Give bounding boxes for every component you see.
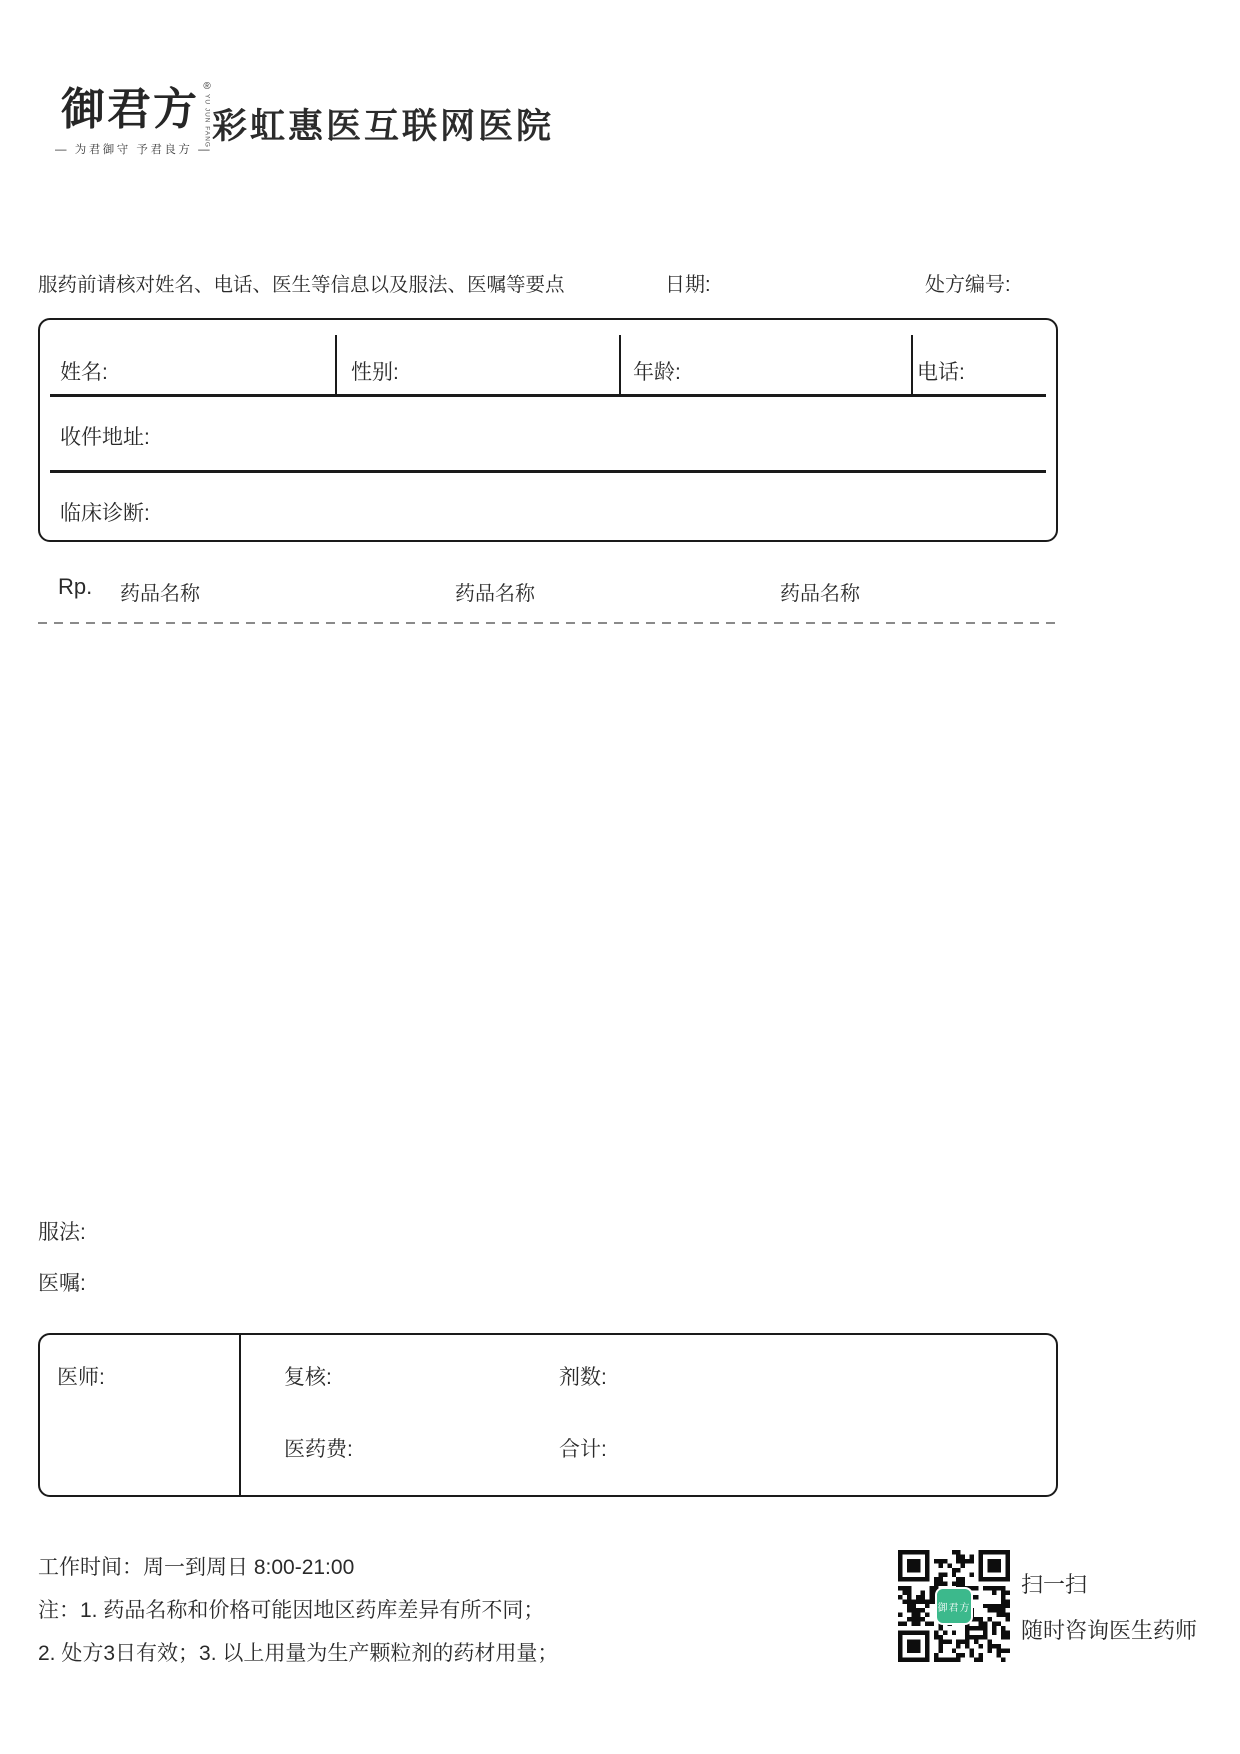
- brand-logo: [55, 81, 213, 157]
- review-label: 复核:: [284, 1366, 332, 1389]
- signature-box: [38, 1333, 1058, 1497]
- drug-column-header: 药品名称: [455, 583, 535, 605]
- rp-label: Rp.: [58, 574, 93, 599]
- precheck-note: 服药前请核对姓名、电话、医生等信息以及服法、医嘱等要点: [38, 274, 565, 296]
- diagnosis-label: 临床诊断:: [60, 502, 150, 525]
- dashed-separator: [38, 622, 1058, 624]
- work-hours-text: 工作时间：周一到周日 8:00-21:00: [38, 1556, 355, 1579]
- registered-trademark-icon: ®: [203, 81, 211, 92]
- qr-center-logo: [935, 1587, 973, 1625]
- field-divider: [911, 335, 913, 395]
- drug-column-header: 药品名称: [780, 583, 860, 605]
- doctor-advice-label: 医嘱:: [38, 1272, 86, 1295]
- row-separator: [50, 394, 1046, 397]
- phone-label: 电话:: [917, 361, 965, 384]
- brand-name: 御君方: [61, 84, 199, 135]
- patient-info-box: [38, 318, 1058, 542]
- dose-count-label: 剂数:: [559, 1366, 607, 1389]
- scan-subtitle: 随时咨询医生药师: [1021, 1618, 1198, 1643]
- address-label: 收件地址:: [60, 426, 150, 449]
- usage-method-label: 服法:: [38, 1221, 86, 1244]
- qr-logo-text: 御君方: [937, 1602, 971, 1614]
- gender-label: 性别:: [351, 361, 399, 384]
- date-label: 日期:: [665, 274, 711, 296]
- scan-title: 扫一扫: [1021, 1572, 1088, 1597]
- cell-divider: [239, 1335, 241, 1495]
- total-label: 合计:: [559, 1438, 607, 1461]
- row-separator: [50, 470, 1046, 473]
- name-label: 姓名:: [60, 361, 108, 384]
- drug-column-header: 药品名称: [120, 583, 200, 605]
- brand-tagline: — 为君御守 予君良方 —: [55, 144, 213, 157]
- note-line-2: 2. 处方3日有效；3. 以上用量为生产颗粒剂的药材用量；: [38, 1642, 559, 1665]
- field-divider: [619, 335, 621, 395]
- age-label: 年龄:: [633, 361, 681, 384]
- note-line-1: 注：1. 药品名称和价格可能因地区药库差异有所不同；: [38, 1599, 545, 1622]
- hospital-title: 彩虹惠医互联网医院: [212, 107, 555, 146]
- rx-number-label: 处方编号:: [925, 274, 1011, 296]
- field-divider: [335, 335, 337, 395]
- qr-code: [898, 1550, 1010, 1662]
- doctor-label: 医师:: [57, 1366, 105, 1389]
- medicine-fee-label: 医药费:: [284, 1438, 353, 1461]
- brand-vertical-text: YU JUN FANG: [203, 94, 211, 148]
